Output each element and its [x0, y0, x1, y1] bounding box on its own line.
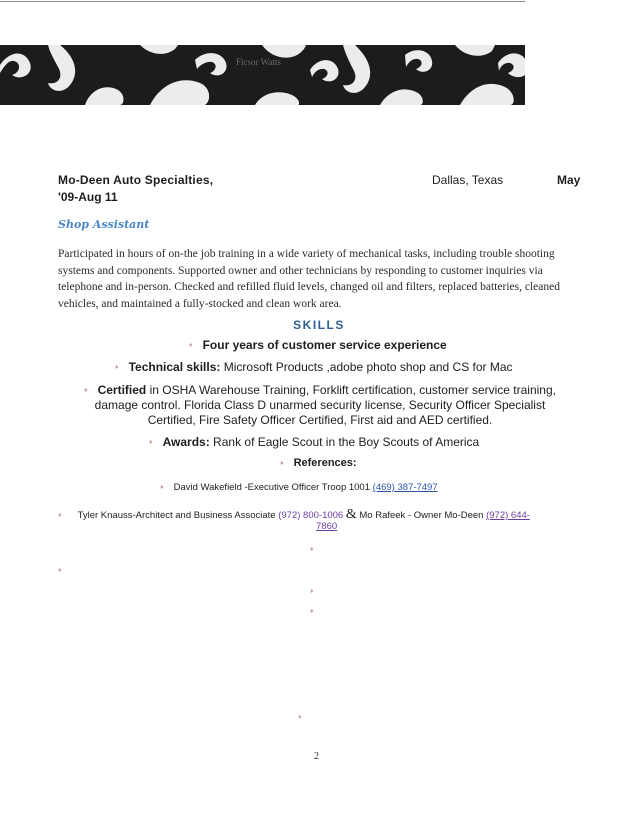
reference-item-2: [58, 507, 530, 523]
skill-item-awards: [149, 435, 479, 449]
skills-heading: SKILLS: [293, 318, 345, 332]
reference-3-text: Mo Rafeek - Owner Mo-Deen: [356, 510, 487, 521]
skill-certified-label: Certified: [97, 383, 147, 397]
bullet-icon: ♦: [149, 439, 153, 447]
page-number: 2: [314, 751, 319, 762]
job-description: Participated in hours of on-the job training in a wide variety of mechanical tasks, including trouble shooting systems and components. Supported owner and other technicians by responding to customer inquiries via telephone and in-person. Checked and refilled fluid levels, changed oil and filters, replaced batteries, cleaned vehicles, and maintained a fully-stocked and clean work area.: [58, 248, 560, 310]
bullet-icon: ♦: [160, 483, 164, 491]
empty-bullet-icon: ♦: [310, 545, 314, 553]
damask-pattern: [0, 45, 525, 105]
reference-2-text: Tyler Knauss-Architect and Business Associate: [77, 510, 279, 521]
skill-certified-value: in OSHA Warehouse Training, Forklift certification, customer service training, damage control. Florida Class D unarmed security license, Security Officer Specialist Certified, Fire Safety Officer Certified, First aid and AED certified.: [94, 383, 556, 428]
skill-awards-value: Rank of Eagle Scout in the Boy Scouts of America: [209, 435, 480, 449]
ampersand: &: [345, 507, 357, 522]
employer-name: Mo-Deen Auto Specialties,: [58, 173, 214, 187]
references-label: References:: [293, 457, 357, 469]
skill-technical-value: Microsoft Products ,adobe photo shop and CS for Mac: [220, 360, 513, 374]
top-divider: [0, 1, 525, 2]
reference-3-phone-link-part2[interactable]: 7860: [316, 521, 338, 532]
reference-item-1: [160, 482, 438, 493]
skill-awards-label: Awards:: [162, 435, 210, 449]
reference-3-phone-link-part1[interactable]: (972) 644-: [486, 510, 530, 521]
skill-experience-text: Four years of customer service experience: [202, 338, 447, 352]
bullet-icon: ♦: [189, 342, 193, 350]
bullet-icon: ♦: [84, 387, 88, 395]
skill-technical-label: Technical skills:: [128, 360, 221, 374]
bullet-icon: ♦: [280, 459, 284, 467]
bullet-icon: ♦: [115, 364, 119, 372]
empty-bullet-icon: ♦: [310, 587, 314, 595]
empty-bullet-icon: ♦: [298, 713, 302, 721]
reference-item-3-wrap: [316, 521, 337, 532]
skill-item-experience: [189, 338, 447, 352]
skill-item-technical: [115, 360, 513, 374]
job-title: Shop Assistant: [58, 218, 150, 231]
employment-dates-start: May: [557, 173, 581, 187]
reference-1-text: David Wakefield -Executive Officer Troop 1001: [173, 482, 373, 493]
reference-2-phone-link[interactable]: (972) 800-1006: [278, 510, 344, 521]
reference-1-phone-link[interactable]: (469) 387-7497: [372, 482, 438, 493]
empty-bullet-icon: ♦: [58, 566, 62, 574]
header-name-watermark: Ficsor Watts: [236, 57, 281, 67]
empty-bullet-icon: ♦: [310, 607, 314, 615]
skill-item-references: [280, 457, 357, 469]
header-banner: [0, 45, 525, 105]
skill-item-certified: [70, 383, 570, 428]
employment-dates-end: '09-Aug 11: [58, 190, 118, 204]
employer-location: Dallas, Texas: [432, 173, 504, 187]
bullet-icon: ♦: [58, 511, 62, 519]
